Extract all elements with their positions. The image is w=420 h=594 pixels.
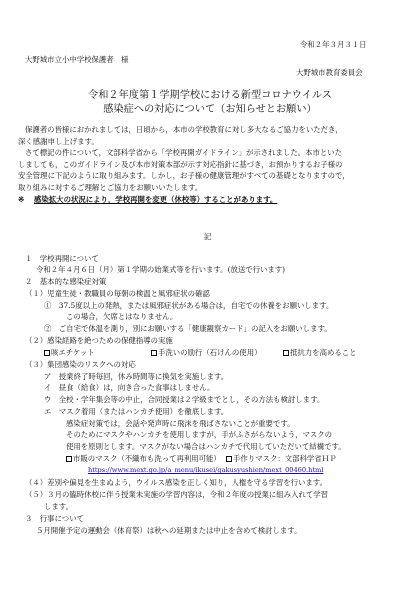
intro-line: 取り組みに対するご理解とご協力をお願いいたします。	[18, 183, 203, 192]
recipient-line: 大野城市立小中学校保護者 様	[25, 55, 129, 64]
section-2-3-e: エ マスク着用（またはハンカチ使用）を徹底します。	[44, 407, 229, 416]
section-2-5: （５）３月の臨時休校に伴う授業未実施の学習内容は，令和２年度の授業に組み入れて学習	[25, 490, 329, 499]
section-2-title: ２ 基本的な感染症対策	[25, 277, 107, 286]
section-2-3-i: イ 昼食（給食）は，向き合った食事はしません。	[44, 383, 215, 392]
section-2-1-item-2: ② ご自宅で体温を測り，別にお願いする「健康観察カード」の記入をお願いします。	[44, 324, 332, 333]
document-date: 令和２年３月３１日	[300, 40, 367, 49]
section-2-2: （２）感染経路を絶つための保健指導の実施	[25, 336, 173, 345]
hygiene-option-immunity: 抵抗力を高めること	[283, 348, 357, 357]
section-2-3-e-detail: そのためにマスクやハンカチを使用しますが，手がふさがらないよう，マスクの	[66, 430, 333, 439]
intro-line: さて標記の件について，文部科学省から「学校再開ガイドライン」が示されました。本市といた	[25, 148, 343, 157]
hygiene-option-cough: 咳エチケット	[44, 348, 95, 357]
section-3-body: ５月開催予定の運動会（体育祭）は秋への延期または中止を含めて検討します。	[36, 526, 302, 535]
section-2-3-a: ア 授業終了時毎回，休み時間等に換気を実施します。	[44, 372, 229, 381]
section-2-1-item-1-cont: この場合，欠席とはなりません。	[66, 312, 178, 321]
section-1-title: １ 学校再開について	[25, 254, 99, 263]
mask-option-store: 市販のマスク（不織布も洗って再利用可能）	[66, 454, 221, 463]
section-2-3-u: ウ 全校・学年集会等の中止，合同授業は２学級までとし，その方法も検討します。	[44, 395, 325, 404]
notice-mark: ※	[18, 195, 25, 204]
section-2-3: （３）集団感染のリスクへの対応	[25, 360, 136, 369]
sender-line: 大野城市教育委員会	[296, 68, 363, 77]
checkbox-icon	[226, 456, 232, 462]
mask-option-handmade: 手作りマスク：文部科学省ＨＰ	[226, 454, 336, 463]
hygiene-option-handwash: 手洗いの励行（石けんの使用）	[151, 348, 261, 357]
checkbox-icon	[283, 350, 289, 356]
checkbox-icon	[66, 456, 72, 462]
section-3-title: ３ 行事について	[25, 514, 84, 523]
section-1-body: 令和２年４月６日（月）第１学期の始業式等を行います。(放送で行います)	[36, 265, 286, 274]
important-notice: 感染拡大の状況により，学校再開を変更（休校等）することがあります。	[34, 195, 278, 204]
ki-heading: 記	[204, 232, 212, 241]
intro-line: 安全管理に下記のように取り組みます。しかし，お子様の健康管理がすべての基礎となりますので，	[18, 171, 350, 180]
document-title-line-1: 令和２年度第１学期学校における新型コロナウイルス	[88, 90, 332, 101]
checkbox-icon	[151, 350, 157, 356]
section-2-4: （４）差別や偏見を生まぬよう，ウイルス感染を正しく知り，人権を守る学習を行います。	[25, 478, 327, 487]
mext-link[interactable]: https://www.mext.go.jp/a_menu/ikusei/gakusyushien/mext_00460.html	[88, 466, 324, 474]
intro-line: 保護者の皆様におかれましては，日頃から，本市の学校教育に対し多大なるご協力をいただき，	[25, 125, 343, 134]
intro-line: 深く感謝申し上げます。	[18, 137, 99, 146]
document-title-line-2: 感染症への対応について（お知らせとお願い）	[103, 104, 317, 115]
section-2-3-e-detail: 感染症対策では，会話や発声時に飛沫を飛ばさないことが重要です。	[66, 419, 295, 428]
section-2-5-cont: します。	[44, 502, 73, 511]
section-2-3-e-detail: 使用を原則とします。マスクがない場合はハンカチで代用していただいて結構です。	[66, 442, 346, 451]
section-2-1-item-1: ① 37.5度以上の発熱，または風邪症状がある場合は，自宅での休養をお願いします。	[44, 301, 334, 310]
intro-line: しましても，このガイドライン及び本市対策本部が示す対応指針に基づき，お預かりするお子様の	[18, 160, 343, 169]
checkbox-icon	[44, 350, 50, 356]
section-2-1: （１）児童生徒・教職員の毎朝の検温と風邪症状の確認	[25, 289, 210, 298]
